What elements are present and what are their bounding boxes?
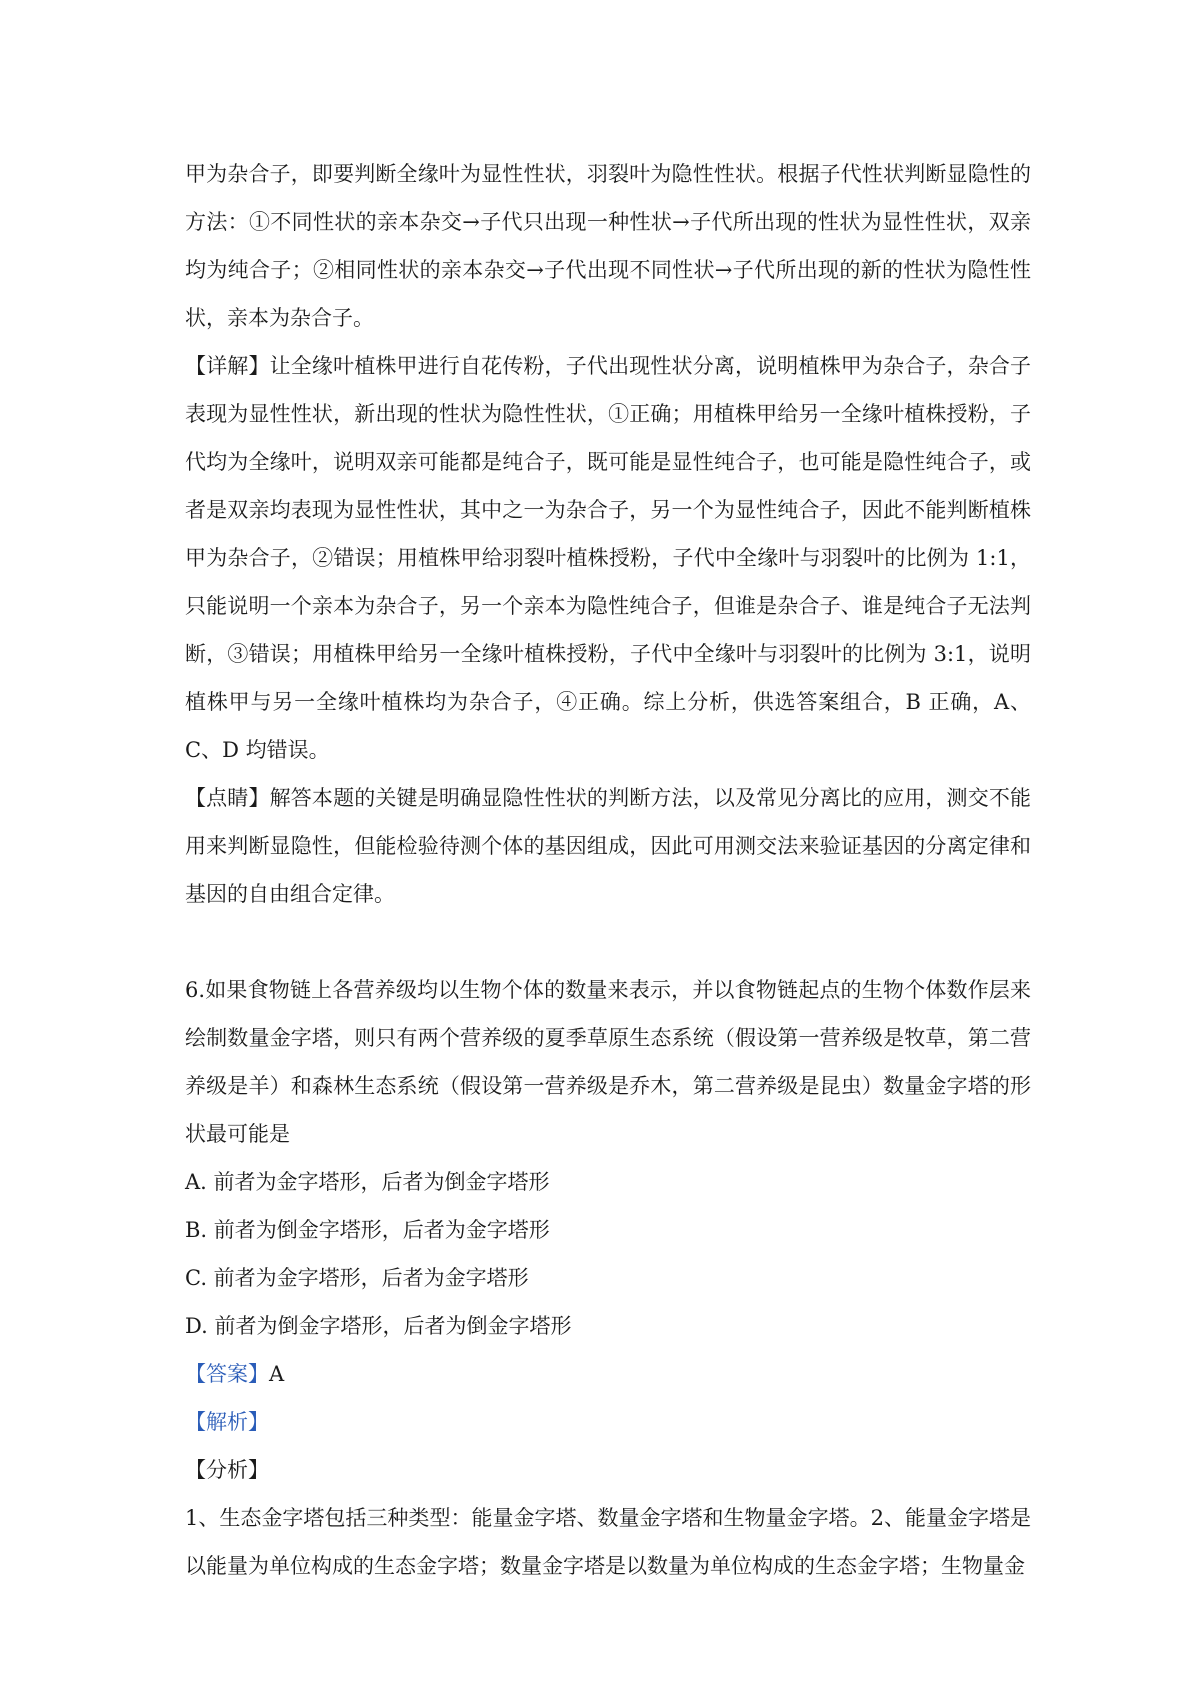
analysis-label: 【解析】 [185,1410,269,1434]
fenxi-label: 【分析】 [185,1458,269,1482]
answer-line [185,1350,1031,1398]
document-body [185,150,1031,1590]
answer-label: 【答案】 [185,1362,269,1386]
option-a: A. 前者为金字塔形，后者为倒金字塔形 [185,1170,550,1194]
paragraph-gap [185,918,1031,966]
option-c: C. 前者为金字塔形，后者为金字塔形 [185,1266,529,1290]
detail-paragraph: 【详解】让全缘叶植株甲进行自花传粉，子代出现性状分离，说明植株甲为杂合子，杂合子表现为显性性状，新出现的性状为隐性性状，①正确；用植株甲给另一全缘叶植株授粉，子代均为全缘叶，说明双亲可能都是纯合子，既可能是显性纯合子，也可能是隐性纯合子，或者是双亲均表现为显性性状，其中之一为杂合子，另一个为显性纯合子，因此不能判断植株甲为杂合子，②错误；用植株甲给羽裂叶植株授粉，子代中全缘叶与羽裂叶的比例为 1:1，只能说明一个亲本为杂合子，另一个亲本为隐性纯合子，但谁是杂合子、谁是纯合子无法判断，③错误；用植株甲给另一全缘叶植株授粉，子代中全缘叶与羽裂叶的比例为 3:1，说明植株甲与另一全缘叶植株均为杂合子，④正确。综上分析，供选答案组合，B 正确，A、C、D 均错误。 [185,354,1031,762]
option-d: D. 前者为倒金字塔形，后者为倒金字塔形 [185,1314,572,1338]
fenxi-paragraph: 1、生态金字塔包括三种类型：能量金字塔、数量金字塔和生物量金字塔。2、能量金字塔是以能量为单位构成的生态金字塔；数量金字塔是以数量为单位构成的生态金字塔；生物量金 [185,1506,1031,1578]
intro-paragraph: 甲为杂合子，即要判断全缘叶为显性性状，羽裂叶为隐性性状。根据子代性状判断显隐性的方法：①不同性状的亲本杂交→子代只出现一种性状→子代所出现的性状为显性性状，双亲均为纯合子；②相同性状的亲本杂交→子代出现不同性状→子代所出现的新的性状为隐性性状，亲本为杂合子。 [185,162,1031,330]
tip-paragraph: 【点睛】解答本题的关键是明确显隐性性状的判断方法，以及常见分离比的应用，测交不能用来判断显隐性，但能检验待测个体的基因组成，因此可用测交法来验证基因的分离定律和基因的自由组合定律。 [185,786,1031,906]
option-b: B. 前者为倒金字塔形，后者为金字塔形 [185,1218,550,1242]
question-stem: 6.如果食物链上各营养级均以生物个体的数量来表示，并以食物链起点的生物个体数作层来绘制数量金字塔，则只有两个营养级的夏季草原生态系统（假设第一营养级是牧草，第二营养级是羊）和森林生态系统（假设第一营养级是乔木，第二营养级是昆虫）数量金字塔的形状最可能是 [185,978,1031,1146]
answer-value: A [269,1362,285,1386]
